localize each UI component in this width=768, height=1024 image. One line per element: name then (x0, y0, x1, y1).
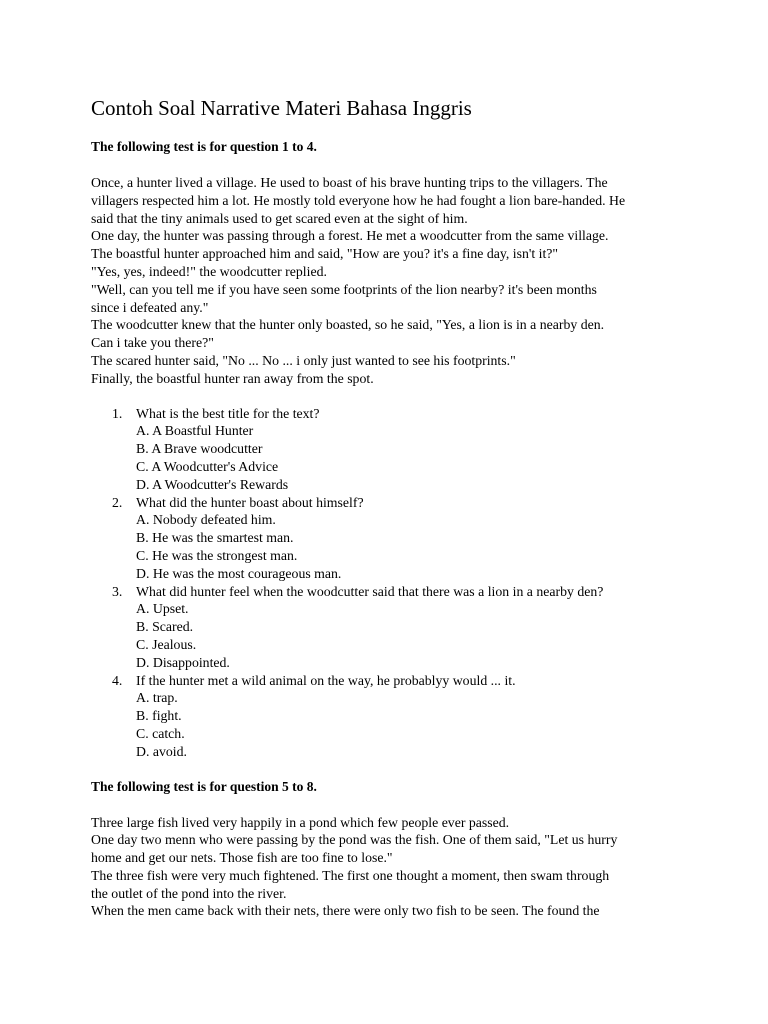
question-number: 3. (112, 583, 123, 599)
question-text: What did the hunter boast about himself? (136, 494, 364, 510)
document-title: Contoh Soal Narrative Materi Bahasa Inggris (91, 96, 472, 120)
question-number: 1. (112, 405, 123, 421)
passage-line: One day two menn who were passing by the pond was the fish. One of them said, "Let us hurry (91, 832, 618, 848)
narrative-passage (91, 174, 671, 388)
option-list (136, 600, 671, 671)
question-list (91, 405, 671, 761)
question-text: What is the best title for the text? (136, 405, 320, 421)
narrative-passage (91, 814, 671, 921)
answer-option: A. Upset. (136, 601, 189, 617)
question-text: If the hunter met a wild animal on the way, he probablyy would ... it. (136, 672, 516, 688)
answer-option: B. Scared. (136, 619, 194, 635)
question-item (91, 494, 671, 583)
question-number: 4. (112, 672, 123, 688)
passage-line: The three fish were very much fightened. The first one thought a moment, then swam through (91, 867, 610, 883)
passage-line: said that the tiny animals used to get scared even at the sight of him. (91, 210, 468, 226)
answer-option: D. Disappointed. (136, 654, 230, 670)
answer-option: D. He was the most courageous man. (136, 565, 342, 581)
question-text: What did hunter feel when the woodcutter said that there was a lion in a nearby den? (136, 583, 604, 599)
option-list (136, 422, 671, 493)
section-1 (91, 138, 671, 761)
passage-line: the outlet of the pond into the river. (91, 885, 287, 901)
section-heading: The following test is for question 1 to 4. (91, 139, 317, 154)
answer-option: B. fight. (136, 708, 182, 724)
passage-line: Can i take you there?" (91, 335, 214, 351)
passage-line: One day, the hunter was passing through a forest. He met a woodcutter from the same village. (91, 228, 609, 244)
answer-option: C. catch. (136, 725, 185, 741)
answer-option: D. avoid. (136, 743, 187, 759)
answer-option: A. A Boastful Hunter (136, 423, 254, 439)
passage-line: since i defeated any." (91, 299, 209, 315)
document-page (91, 94, 671, 937)
passage-line: home and get our nets. Those fish are too fine to lose." (91, 850, 393, 866)
answer-option: B. A Brave woodcutter (136, 441, 263, 457)
passage-line: The scared hunter said, "No ... No ... i only just wanted to see his footprints." (91, 352, 516, 368)
answer-option: B. He was the smartest man. (136, 530, 294, 546)
passage-line: "Well, can you tell me if you have seen some footprints of the lion nearby? it's been months (91, 281, 597, 297)
passage-line: villagers respected him a lot. He mostly told everyone how he had fought a lion bare-handed. He (91, 192, 626, 208)
question-item (91, 672, 671, 761)
option-list (136, 689, 671, 760)
answer-option: C. He was the strongest man. (136, 547, 298, 563)
passage-line: Three large fish lived very happily in a pond which few people ever passed. (91, 814, 510, 830)
question-item (91, 405, 671, 494)
passage-line: The woodcutter knew that the hunter only boasted, so he said, "Yes, a lion is in a nearby den. (91, 317, 605, 333)
answer-option: C. A Woodcutter's Advice (136, 458, 279, 474)
passage-line: "Yes, yes, indeed!" the woodcutter replied. (91, 263, 327, 279)
answer-option: D. A Woodcutter's Rewards (136, 476, 289, 492)
answer-option: A. Nobody defeated him. (136, 512, 276, 528)
passage-line: Once, a hunter lived a village. He used to boast of his brave hunting trips to the villagers. The (91, 175, 608, 190)
answer-option: A. trap. (136, 690, 178, 706)
passage-line: Finally, the boastful hunter ran away from the spot. (91, 370, 374, 386)
question-number: 2. (112, 494, 123, 510)
option-list (136, 511, 671, 582)
answer-option: C. Jealous. (136, 636, 197, 652)
section-2 (91, 778, 671, 921)
passage-line: When the men came back with their nets, there were only two fish to be seen. The found the (91, 903, 600, 919)
section-heading: The following test is for question 5 to 8. (91, 778, 317, 794)
question-item (91, 583, 671, 672)
passage-line: The boastful hunter approached him and said, "How are you? it's a fine day, isn't it?" (91, 246, 559, 262)
